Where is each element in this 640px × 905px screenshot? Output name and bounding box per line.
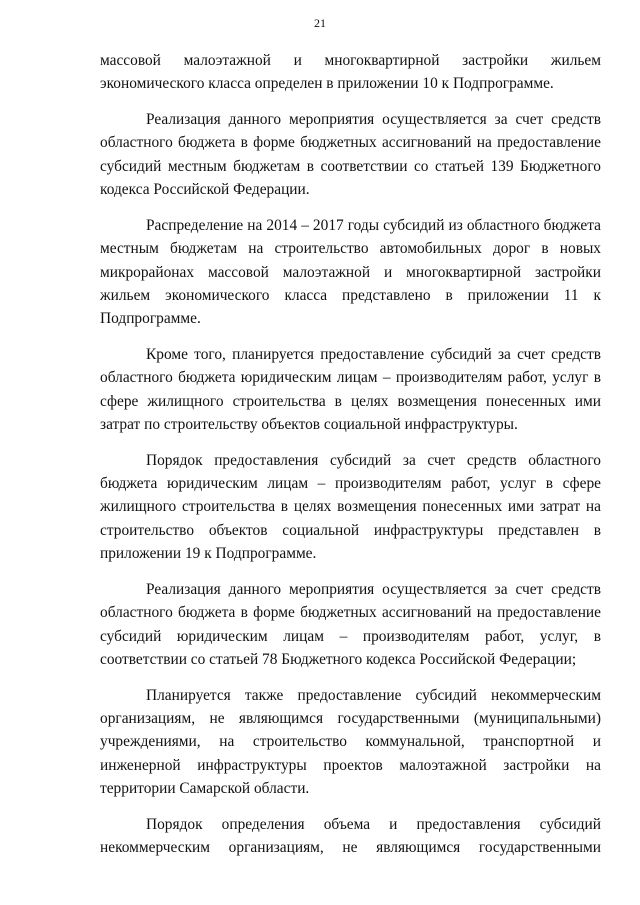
paragraph-nonprofit-procedure: Порядок определения объема и предоставления субсидий некоммерческим организациям, не являющимся государственными	[100, 815, 601, 857]
paragraph-legal-entities-subsidies: Кроме того, планируется предоставление субсидий за счет средств областного бюджета юридическим лицам – производителям работ, услуг в сфере жилищного строительства в целях возмещения понесенных ими затрат по строительству объектов социальной инфраструктуры.	[100, 346, 601, 433]
paragraph-funding-legal-entities: Реализация данного мероприятия осуществляется за счет средств областного бюджета в форме бюджетных ассигнований на предоставление субсидий юридическим лицам – производителям работ, услуг, в соответствии со статьей 78 Бюджетного кодекса Российской Федерации;	[100, 580, 601, 668]
page-number: 21	[314, 16, 326, 30]
body-text	[100, 49, 601, 859]
paragraph-subsidy-procedure: Порядок предоставления субсидий за счет средств областного бюджета юридическим лицам – производителям работ, услуг в сфере жилищного строительства в целях возмещения понесенных ими затрат на строительство объектов социальной инфраструктуры представлен в приложении 19 к Подпрограмме.	[100, 451, 601, 563]
paragraph-funding-local-budgets: Реализация данного мероприятия осуществляется за счет средств областного бюджета в форме бюджетных ассигнований на предоставление субсидий местным бюджетам в соответствии со статьей 139 Бюджетного кодекса Российской Федерации.	[100, 111, 601, 199]
paragraph-continuation: массовой малоэтажной и многоквартирной застройки жильем экономического класса определен в приложении 10 к Подпрограмме.	[100, 52, 601, 93]
paragraph-road-subsidies-distribution: Распределение на 2014 – 2017 годы субсидий из областного бюджета местным бюджетам на строительство автомобильных дорог в новых микрорайонах массовой малоэтажной и многоквартирной застройки жильем экономического класса представлено в приложении 11 к Подпрограмме.	[100, 216, 601, 328]
paragraph-nonprofit-subsidies: Планируется также предоставление субсидий некоммерческим организациям, не являющимся государственными (муниципальными) учреждениями, на строительство коммунальной, транспортной и инженерной инфраструктуры проектов малоэтажной застройки на территории Самарской области.	[100, 686, 601, 797]
